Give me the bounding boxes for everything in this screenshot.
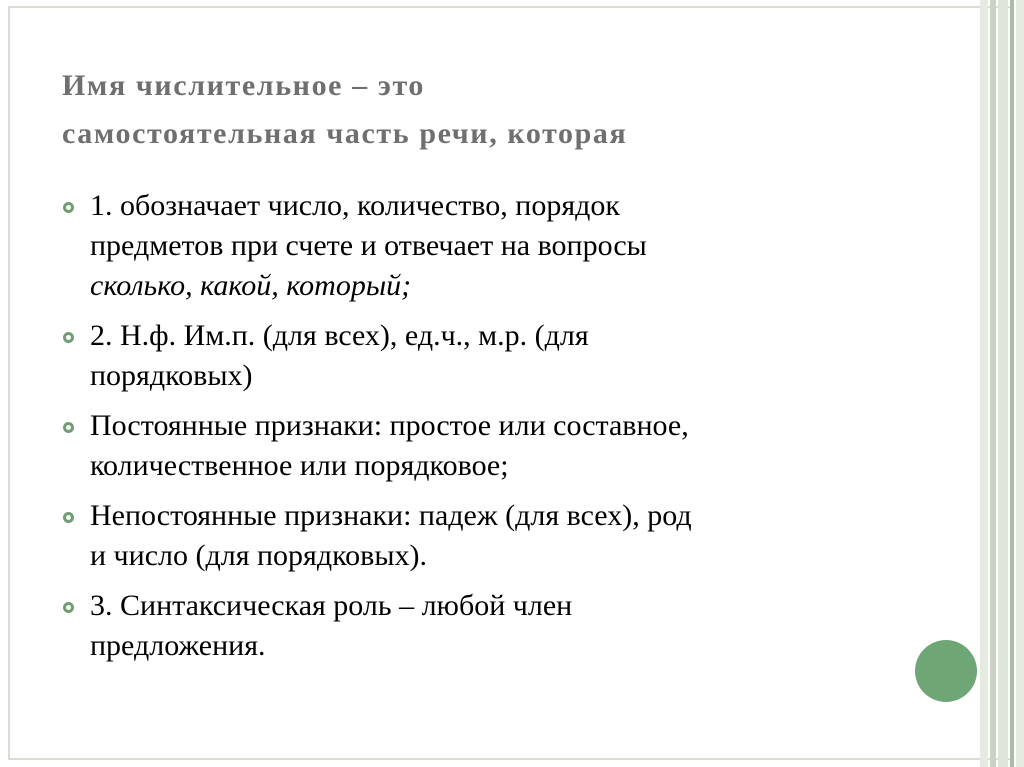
bullet-text-line: 1. обозначает число, количество, порядок xyxy=(90,189,620,222)
bullet-circle-icon xyxy=(63,512,74,523)
stripe xyxy=(998,0,1008,767)
bullet-text-line: 2. Н.ф. Им.п. (для всех), ед.ч., м.р. (для xyxy=(90,319,589,352)
green-circle-decoration xyxy=(915,640,977,702)
stripe xyxy=(980,0,988,767)
bullet-text-line: количественное или порядковое; xyxy=(90,449,509,482)
bullet-text-line: Постоянные признаки: простое или составное, xyxy=(90,409,689,442)
bullet-text-line: порядковых) xyxy=(90,359,253,392)
bullet-text-line: 3. Синтаксическая роль – любой член xyxy=(90,589,573,622)
bullet-text-line: предметов при счете и отвечает на вопросы xyxy=(90,229,647,262)
bullet-text-line: Непостоянные признаки: падеж (для всех), род xyxy=(90,499,692,532)
bullet-questions-italic: сколько, какой, который; xyxy=(90,269,412,302)
bullet-item-syntax-role xyxy=(62,586,902,666)
bullet-text-line: и число (для порядковых). xyxy=(90,539,427,572)
bullet-item-meaning xyxy=(62,186,902,306)
bullet-circle-icon xyxy=(63,332,74,343)
bullet-item-constant-features xyxy=(62,406,902,486)
slide-title xyxy=(62,62,942,158)
title-line-2: самостоятельная часть речи, которая xyxy=(62,117,628,150)
bullet-list xyxy=(62,186,902,676)
bullet-circle-icon xyxy=(63,202,74,213)
stripe xyxy=(1016,0,1024,767)
bullet-item-initial-form xyxy=(62,316,902,396)
right-stripes-decoration xyxy=(980,0,1024,767)
bullet-circle-icon xyxy=(63,422,74,433)
bullet-circle-icon xyxy=(63,602,74,613)
stripe xyxy=(1010,0,1014,767)
bullet-item-variable-features xyxy=(62,496,902,576)
title-line-1: Имя числительное – это xyxy=(62,69,425,102)
stripe xyxy=(990,0,996,767)
bullet-text-line: предложения. xyxy=(90,629,266,662)
